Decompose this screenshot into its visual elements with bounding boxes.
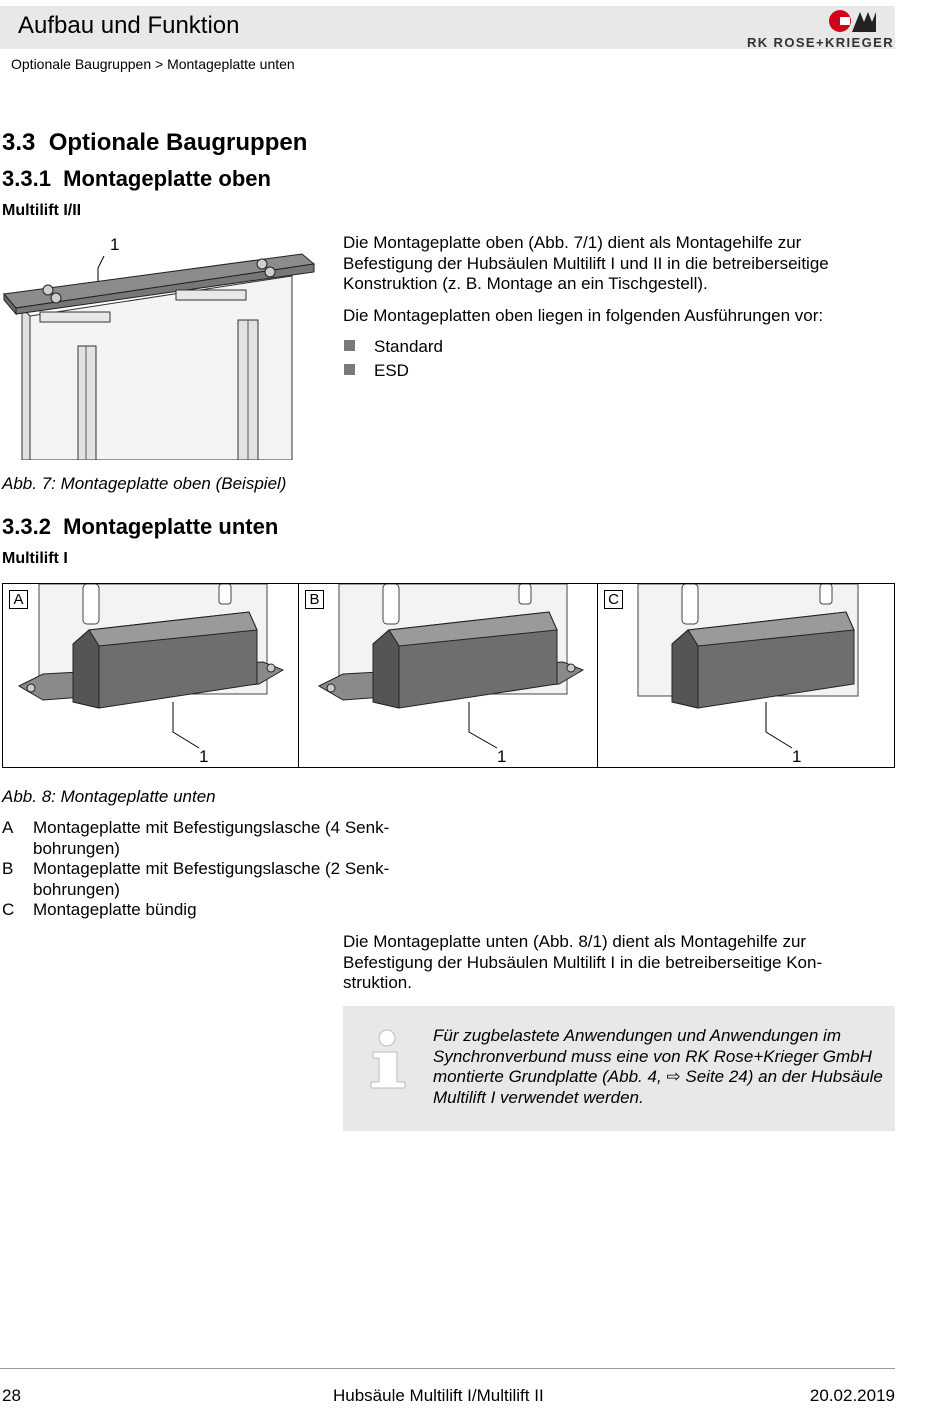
figure-montageplatte-oben (0, 228, 320, 460)
product-label: Multilift I/II (2, 202, 82, 219)
bullet-text: ESD (374, 361, 409, 380)
legend-key: C (2, 900, 15, 919)
subsection-title: Montageplatte oben (63, 166, 271, 191)
section-number: 3.3 (2, 129, 36, 156)
paragraph-unten: Die Montageplatte unten (Abb. 8/1) dient als Montagehilfe zur Befestigung der Hubsäulen Multilift I in die betreiberseitige Kon- struktion. (343, 932, 823, 992)
subsection-heading-2 (2, 514, 278, 540)
bullet-square-icon (344, 364, 355, 375)
company-logo (724, 8, 894, 50)
section-heading (2, 129, 307, 157)
figure-panel-c (597, 583, 895, 768)
figure-legend (2, 818, 462, 918)
montageplatte-drawing (299, 584, 597, 767)
panel-label: B (305, 590, 324, 609)
figure-callout: 1 (792, 747, 802, 766)
legend-key: A (2, 818, 14, 837)
legend-text: Montageplatte bündig (33, 900, 197, 919)
figure-callout: 1 (110, 235, 120, 254)
bullet-item (374, 337, 443, 357)
panel-label: A (9, 590, 28, 609)
footer-date: 20.02.2019 (809, 1386, 895, 1405)
montageplatte-drawing (3, 584, 298, 767)
figure-callout: 1 (497, 747, 507, 766)
legend-key: B (2, 859, 14, 878)
legend-text: Montageplatte mit Befestigungslasche (4 Senk- bohrungen) (33, 818, 390, 858)
figure-caption-8: Abb. 8: Montageplatte unten (2, 787, 216, 806)
paragraph-oben-2: Die Montageplatten oben liegen in folgenden Ausführungen vor: (343, 306, 824, 325)
bullet-square-icon (344, 340, 355, 351)
page-number: 28 (2, 1386, 21, 1405)
logo-mark-icon (828, 8, 888, 34)
footer-divider (0, 1368, 895, 1369)
subsection-heading-1 (2, 166, 271, 192)
info-icon (369, 1028, 409, 1090)
logo-text: RK ROSE+KRIEGER (746, 35, 894, 50)
chapter-title: Aufbau und Funktion (18, 12, 240, 39)
figure-caption-7: Abb. 7: Montageplatte oben (Beispiel) (2, 474, 287, 493)
subsection-number: 3.3.1 (2, 166, 51, 191)
breadcrumb: Optionale Baugruppen > Montageplatte unten (11, 56, 295, 72)
note-text: Für zugbelastete Anwendungen und Anwendungen im Synchronverbund muss eine von RK Rose+Krieger GmbH montierte Grundplatte (Abb. 4, ⇨ Seite 24) an der Hubsäule Multilift I verwendet werden. (433, 1026, 883, 1107)
section-title: Optionale Baugruppen (48, 129, 308, 156)
footer-product: Hubsäule Multilift I/Multilift II (333, 1386, 544, 1405)
figure-callout: 1 (199, 747, 209, 766)
note-box (343, 1006, 895, 1131)
montageplatte-drawing (598, 584, 894, 767)
subsection-number: 3.3.2 (2, 514, 51, 539)
paragraph-oben-1: Die Montageplatte oben (Abb. 7/1) dient als Montagehilfe zur Befestigung der Hubsäulen Multilift I und II in die betreiberseitige Konstruktion (z. B. Montage an ein Tischgestell). (343, 233, 829, 293)
legend-text: Montageplatte mit Befestigungslasche (2 Senk- bohrungen) (33, 859, 390, 899)
panel-label: C (604, 590, 623, 609)
figure-panel-b (298, 583, 598, 768)
bullet-text: Standard (374, 337, 443, 356)
product-label: Multilift I (2, 550, 68, 567)
figure-panel-a (2, 583, 299, 768)
bullet-item (374, 361, 409, 381)
subsection-title: Montageplatte unten (63, 514, 279, 539)
